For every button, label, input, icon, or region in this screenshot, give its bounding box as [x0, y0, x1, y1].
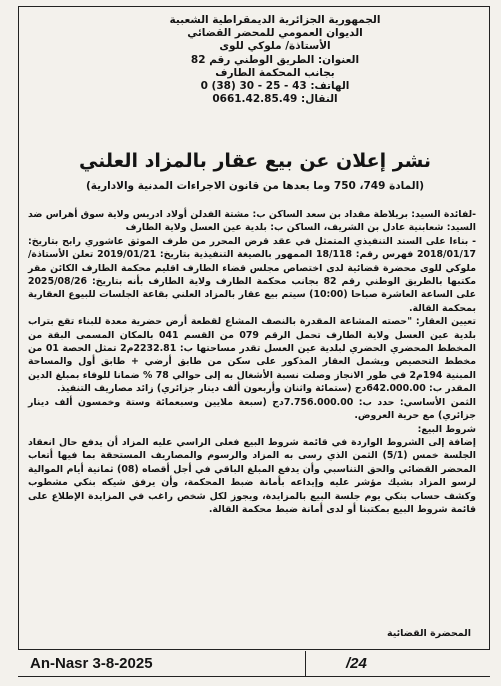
- header-line-phone: الهاتف: 43 - 25 - 30 (38) 0: [200, 80, 350, 93]
- header-line-bailiff: الأستاذة/ ملوكي للوى: [219, 40, 331, 53]
- notice-title: نشر إعلان عن بيع عقار بالمزاد العلني: [78, 150, 432, 172]
- notice-subtitle: (المادة 749، 750 وما بعدها من قانون الاجراءات المدنية والادارية): [85, 180, 424, 192]
- footer-newspaper: An-Nasr 3-8-2025: [30, 655, 153, 672]
- header-line-republic: الجمهورية الجزائرية الديمقراطية الشعبية: [169, 14, 381, 26]
- body-enforcement: - بناءا على السند التنفيذي المتمثل في عقد قرض المحرر من طرف الموثق عاشوري رابح بتاريخ: 2018/01/17 فهرس رقم: 18/118 الممهور بالصيغة التنفيذية بتاريخ: 2019/01/21 تعلن الأستاذة/ ملوكي للوى محضرة قضائية لدى اختصاص مجلس قضاء الطارف اقليم محكمة الطارف الكائن مقر مكتبها بالطريق الوطني رقم 82 بجانب محكمة الطارف ولاية الطارف بأنه بتاريخ: 2025/08/26 على الساعة العاشرة صباحا (10:00) سيتم بيع عقار بالمزاد العلني بقاعة الجلسات للبيوع العقارية بمحكمة القالة.: [28, 235, 477, 314]
- header-line-address2: بجانب المحكمة الطارف: [215, 66, 335, 79]
- header-line-office: الديوان العمومي للمحضر القضائي: [187, 27, 363, 40]
- body-base-price: الثمن الأساسي: حدد ب: 7.756.000.00دج (سبعة ملايين وسبعمائة وستة وخمسون ألف دينار جزائري) مع حرية العروض.: [28, 396, 476, 422]
- footer-rule: [18, 676, 490, 677]
- body-parties: -لفائدة السيد: بريلاطة مقداد بن سعد الساكن ب: مشتة الفدلن أولاد ادريس ولاية سوق أهراس ضد السيد: شعابنية عادل بن الشريف، الساكن ب: بلدية عين العسل ولاية الطارف: [27, 209, 476, 234]
- header-line-mobile: النقال: 0661.42.85.49: [212, 93, 338, 106]
- body-property: تعيين العقار: "حصته المشاعة المقدرة بالنصف المشاع لقطعة أرض حضرية معدة للبناء تقع بتراب بلدية عين العسل ولاية الطارف تحمل الرقم 079 من القسم 041 بالمكان المسمى البقة من المخطط المحضري الحضري لبلدية عين العسل تقدر مساحتها ب: 2232.81م2 تمثل الحصة 01 من مخطط التحصيص ويشمل العقار المذكور على سكن من طابق أرضي + طابق أول والمساحة المبنية 194م2 في طور الانجاز وصلت نسبة الأشغال به إلى حوالي 78 % ضمانا للوفاء بمبلغ الدين المقدر ب: 642.000.00دج (ستمائة واثنان وأربعون ألف دينار جزائري) زائد مصاريف التنفيذ.: [28, 316, 477, 395]
- notice-body: [28, 208, 476, 516]
- footer-divider: [305, 651, 306, 676]
- signature: المحضرة القضائية: [386, 628, 471, 639]
- footer-page-number: /24: [346, 655, 367, 672]
- notice-header: [150, 14, 400, 106]
- body-conditions-heading: شروط البيع:: [417, 423, 476, 435]
- header-line-address: العنوان: الطريق الوطني رقم 82: [190, 53, 360, 66]
- body-conditions: إضافة إلى الشروط الواردة في قائمة شروط البيع فعلى الراسي عليه المزاد أن يدفع حال انعقاد الجلسة خمس (5/1) الثمن الذي رسى به المزاد والرسوم والمصاريف المستحقة بما فيها أتعاب المحضر القضائي والحق التناسبي وأن يدفع المبلغ الباقي في أجل أقصاه (08) ثمانية أيام الموالية لرسو المزاد بشيك مؤشر عليه وإيداعه بأمانة ضبط المحكمة، وأن يرفق شيكه بنكي مشطوب وكشف حساب بنكي يوم جلسة البيع بالمزايدة، ويجوز لكل شخص راغب في المزايدة الإطلاع على قائمة شروط البيع بمكتبنا أو لدى أمانة ضبط محكمة القالة.: [28, 436, 477, 515]
